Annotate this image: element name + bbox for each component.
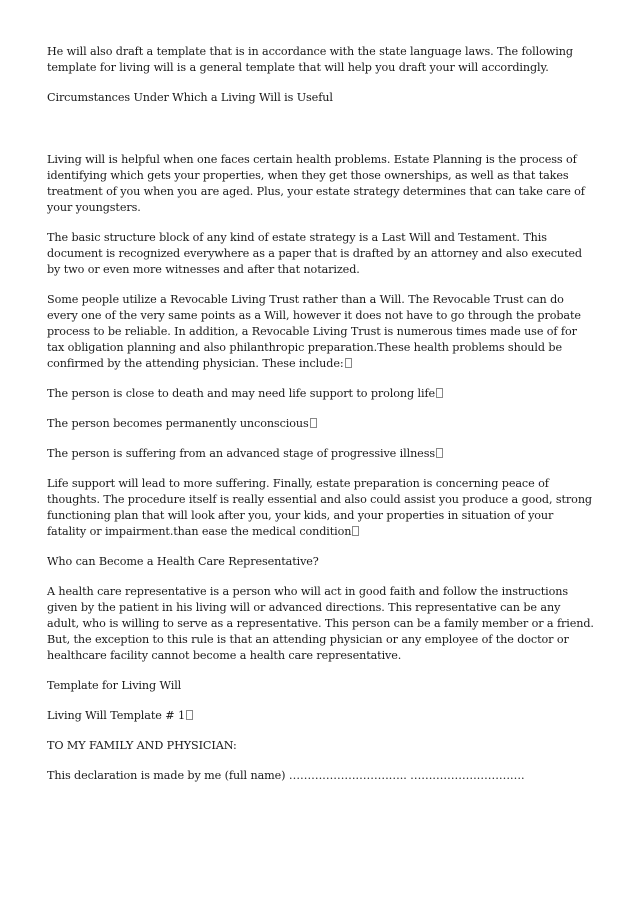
document-page xyxy=(47,44,595,798)
paragraph-living-will-helpful: Living will is helpful when one faces certain health problems. Estate Planning is the process of identifying which gets your properties, when they get those ownerships, as well as that takes treatment of you when you are aged. Plus, your estate strategy determines that can take care of your youngsters. xyxy=(47,153,585,214)
paragraph-life-support-text: Life support will lead to more suffering. Finally, estate preparation is concerning peace of thoughts. The procedure itself is really essential and also could assist you produce a good, strong functioning plan that will look after you, your kids, and your properties in situation of your fatality or impairment.than ease the medical condition xyxy=(47,477,592,538)
paragraph-basic-structure: The basic structure block of any kind of estate strategy is a Last Will and Testament. This document is recognized everywhere as a paper that is drafted by an attorney and also executed by two or even more witnesses and after that notarized. xyxy=(47,231,582,276)
missing-glyph-icon xyxy=(436,388,443,398)
condition-item-text: The person is suffering from an advanced stage of progressive illness xyxy=(47,447,435,460)
condition-item-text: The person is close to death and may need life support to prolong life xyxy=(47,387,436,400)
intro-paragraph: He will also draft a template that is in accordance with the state language laws. The following template for living will is a general template that will help you draft your will accordingly. xyxy=(47,45,573,74)
paragraph-life-support xyxy=(47,476,595,540)
missing-glyph-icon xyxy=(345,358,352,368)
paragraph-revocable-trust-text: Some people utilize a Revocable Living Trust rather than a Will. The Revocable Trust can do every one of the very same points as a Will, however it does not have to go through the probate process to be reliable. In addition, a Revocable Living Trust is numerous times made use of for tax obligation planning and also philanthropic preparation.These health problems should be confirmed by the attending physician. These include: xyxy=(47,293,581,370)
missing-glyph-icon xyxy=(310,418,317,428)
condition-item-unconscious xyxy=(47,416,595,432)
section-heading-representative: Who can Become a Health Care Representative? xyxy=(47,555,319,568)
condition-item-close-to-death xyxy=(47,386,595,402)
declaration-line: This declaration is made by me (full name) ………………………….. …………………………. xyxy=(47,769,525,782)
condition-item-progressive-illness xyxy=(47,446,595,462)
salutation-line: TO MY FAMILY AND PHYSICIAN: xyxy=(47,739,237,752)
paragraph-representative: A health care representative is a person who will act in good faith and follow the instructions given by the patient in his living will or advanced directions. This representative can be any adult, who is willing to serve as a representative. This person can be a family member or a friend. But, the exception to this rule is that an attending physician or any employee of the doctor or healthcare facility cannot become a health care representative. xyxy=(47,585,594,662)
paragraph-revocable-trust xyxy=(47,292,595,372)
missing-glyph-icon xyxy=(436,448,443,458)
missing-glyph-icon xyxy=(186,710,193,720)
section-heading-circumstances: Circumstances Under Which a Living Will is Useful xyxy=(47,91,333,104)
missing-glyph-icon xyxy=(352,526,359,536)
section-heading-template: Template for Living Will xyxy=(47,679,182,692)
condition-item-text: The person becomes permanently unconscious xyxy=(47,417,309,430)
template-number-text: Living Will Template # 1 xyxy=(47,709,185,722)
template-number-heading xyxy=(47,708,595,724)
